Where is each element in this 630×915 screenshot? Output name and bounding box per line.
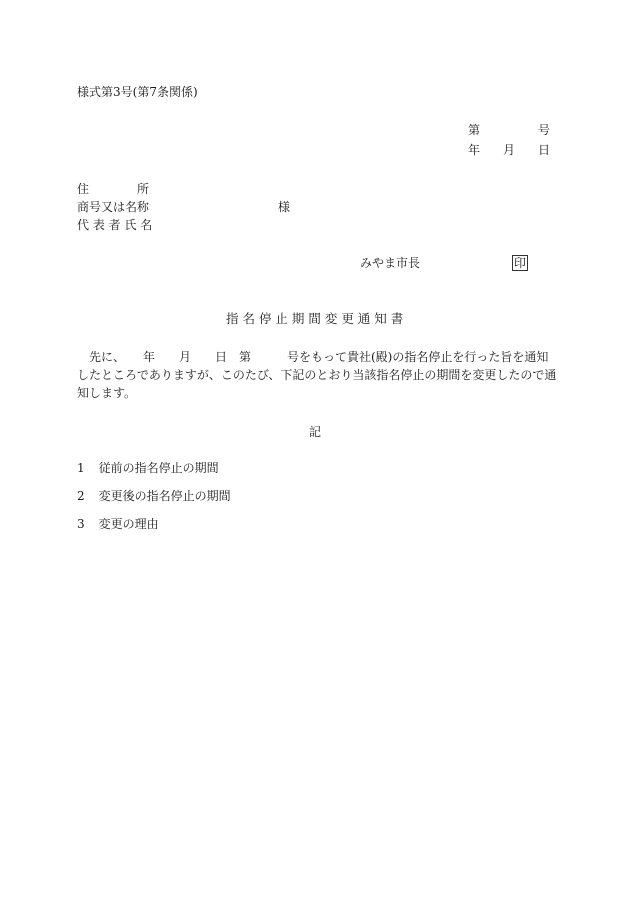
list-item	[77, 460, 219, 476]
item-number: 2	[77, 489, 85, 503]
list-item	[77, 488, 231, 504]
number-prefix: 第	[468, 123, 481, 137]
form-label: 様式第3号(第7条関係)	[77, 85, 198, 99]
list-item	[77, 516, 159, 532]
date-day: 日	[538, 143, 551, 157]
address-label: 住 所	[77, 182, 150, 196]
company-label: 商号又は名称	[77, 200, 150, 214]
item-number: 3	[77, 517, 85, 531]
body-line-2: したところでありますが、このたび、下記のとおり当該指名停止の期間を変更したので通	[77, 368, 557, 382]
body-line-3: 知します。	[77, 386, 137, 400]
item-label: 変更後の指名停止の期間	[98, 489, 231, 503]
body-line-1: 先に、 年 月 日 第 号をもって貴社(殿)の指名停止を行った旨を通知	[77, 350, 549, 364]
date-month: 月	[503, 143, 516, 157]
item-label: 従前の指名停止の期間	[98, 461, 219, 475]
seal-mark	[512, 255, 528, 271]
honorific-sama: 様	[278, 200, 291, 214]
issuer-name: みやま市長	[360, 256, 421, 270]
item-number: 1	[77, 461, 85, 475]
seal-mark-text: 印	[514, 256, 527, 270]
item-label: 変更の理由	[98, 517, 159, 531]
representative-label: 代 表 者 氏 名	[77, 218, 153, 232]
ki-heading: 記	[309, 425, 322, 439]
date-year: 年	[468, 143, 481, 157]
number-suffix: 号	[538, 123, 551, 137]
document-title: 指 名 停 止 期 間 変 更 通 知 書	[226, 311, 404, 326]
